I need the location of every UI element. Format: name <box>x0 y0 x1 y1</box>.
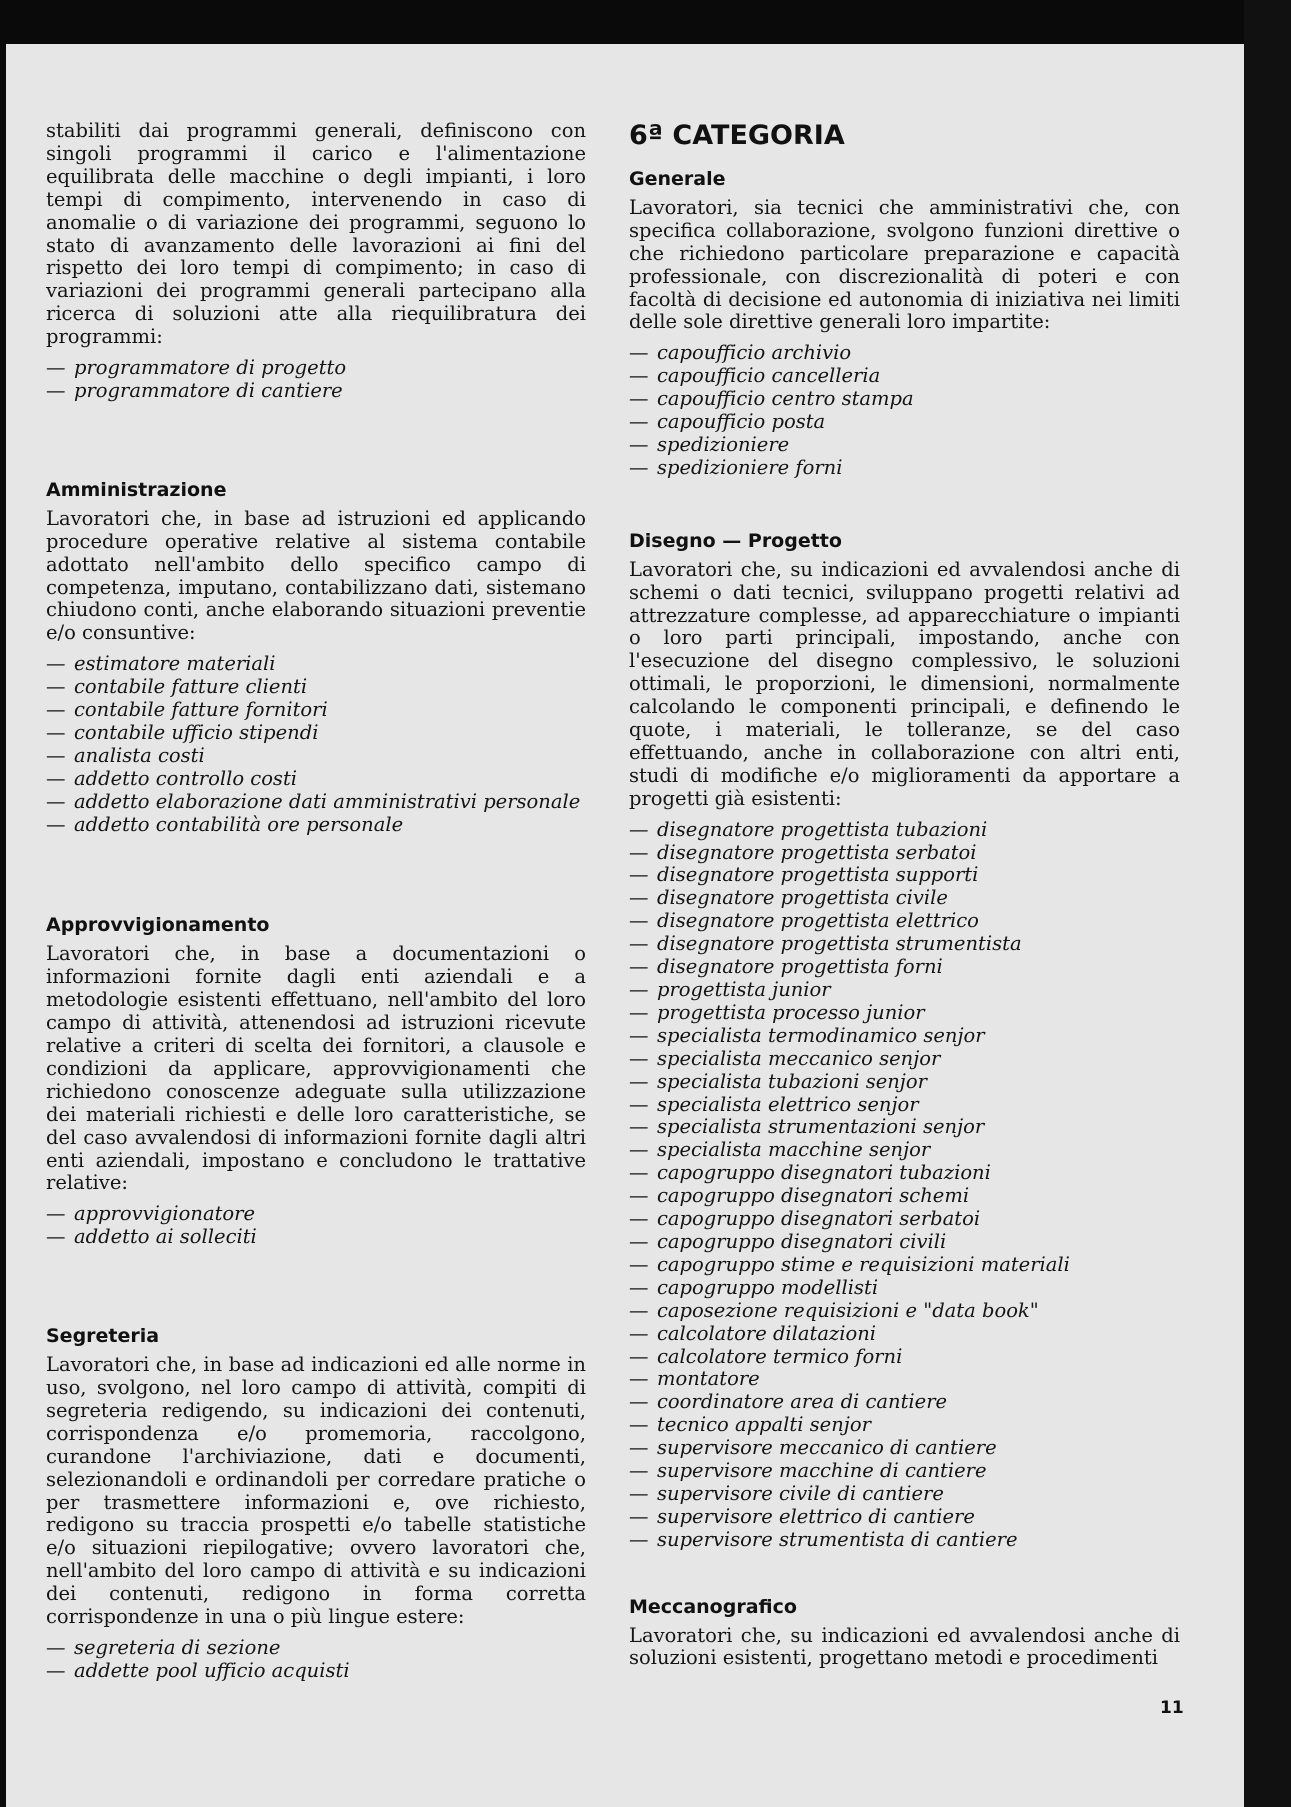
list-item: — analista costi <box>46 745 586 768</box>
right-column <box>629 120 1180 1670</box>
list-item: — contabile fatture clienti <box>46 676 586 699</box>
section-amministrazione <box>46 479 586 837</box>
list-item: — addetto ai solleciti <box>46 1226 586 1249</box>
list-item: — specialista meccanico senjor <box>629 1048 1180 1071</box>
role-list <box>46 1637 586 1683</box>
section-paragraph: Lavoratori che, in base ad istruzioni ed applicando procedure operative relative al sistema contabile adottato nell'ambito dello specifico campo di competenza, imputano, contabilizzano dati, sistemano chiudono conti, anche elaborando situazioni preventie e/o consuntive: <box>46 506 586 645</box>
list-item: — capoufficio archivio <box>629 342 1180 365</box>
list-item: — addetto contabilità ore personale <box>46 814 586 837</box>
list-item: — contabile ufficio stipendi <box>46 722 586 745</box>
left-column <box>46 120 586 1683</box>
section-disegno-progetto <box>629 530 1180 1552</box>
list-item: — specialista tubazioni senjor <box>629 1071 1180 1094</box>
list-item: — specialista macchine senjor <box>629 1139 1180 1162</box>
list-item: — disegnatore progettista strumentista <box>629 933 1180 956</box>
section-paragraph: Lavoratori che, su indicazioni ed avvalendosi anche di schemi o dati tecnici, sviluppano progetti relativi ad attrezzature complesse, ad apparecchiature o impianti o loro parti principali, impostando, anche con l'esecuzione del disegno complessivo, le soluzioni ottimali, le proporzioni, le dimensioni, normalmente calcolando le componenti principali, e definendo le quote, i materiali, le tolleranze, se del caso effettuando, anche in collaborazione con altri enti, studi di modifiche e/o miglioramenti da apportare a progetti già esistenti: <box>629 557 1180 810</box>
list-item: — supervisore macchine di cantiere <box>629 1460 1180 1483</box>
list-item: — supervisore civile di cantiere <box>629 1483 1180 1506</box>
list-item: — capoufficio cancelleria <box>629 365 1180 388</box>
document-page <box>6 44 1244 1807</box>
list-item: — montatore <box>629 1368 1180 1391</box>
list-item: — programmatore di cantiere <box>46 380 586 403</box>
role-list <box>629 342 1180 479</box>
section-heading: Approvvigionamento <box>46 914 270 937</box>
list-item: — contabile fatture fornitori <box>46 699 586 722</box>
section-heading: Generale <box>629 168 726 190</box>
section-heading: Amministrazione <box>46 478 227 501</box>
list-item: — capogruppo disegnatori civili <box>629 1231 1180 1254</box>
list-item: — approvvigionatore <box>46 1203 586 1226</box>
list-item: — progettista processo junior <box>629 1002 1180 1025</box>
category-title: 6ª CATEGORIA <box>629 120 845 151</box>
list-item: — disegnatore progettista civile <box>629 887 1180 910</box>
list-item: — progettista junior <box>629 979 1180 1002</box>
list-item: — calcolatore termico forni <box>629 1346 1180 1369</box>
list-item: — programmatore di progetto <box>46 357 586 380</box>
list-item: — capoufficio centro stampa <box>629 388 1180 411</box>
list-item: — disegnatore progettista supporti <box>629 864 1180 887</box>
list-item: — calcolatore dilatazioni <box>629 1323 1180 1346</box>
role-list <box>629 819 1180 1552</box>
list-item: — coordinatore area di cantiere <box>629 1391 1180 1414</box>
section-heading: Segreteria <box>46 1325 160 1348</box>
list-item: — spedizioniere forni <box>629 457 1180 480</box>
section-paragraph: Lavoratori che, in base ad indicazioni ed alle norme in uso, svolgono, nel loro campo di attività, compiti di segreteria redigendo, su indicazioni dei contenuti, corrispondenza e/o promemoria, raccolgono, curandone l'archiviazione, dati e documenti, selezionandoli e ordinandoli per corredare pratiche o per trasmettere informazioni e, ove richiesto, redigono su traccia prospetti e/o tabelle statistiche e/o situazioni riepilogative; ovvero lavoratori che, nell'ambito del loro campo di attività e su indicazioni dei contenuti, redigono in forma corretta corrispondenze in una o più lingue estere: <box>46 1353 586 1629</box>
list-item: — specialista strumentazioni senjor <box>629 1116 1180 1139</box>
list-item: — specialista termodinamico senjor <box>629 1025 1180 1048</box>
section-paragraph: Lavoratori, sia tecnici che amministrativi che, con specifica collaborazione, svolgono funzioni direttive o che richiedono particolare preparazione e capacità professionale, con discrezionalità di poteri e con facoltà di decisione ed autonomia di iniziativa nei limiti delle sole direttive generali loro impartite: <box>629 195 1180 334</box>
list-item: — capogruppo disegnatori tubazioni <box>629 1162 1180 1185</box>
section-heading: Meccanografico <box>629 1595 797 1618</box>
list-item: — disegnatore progettista forni <box>629 956 1180 979</box>
role-list <box>46 1203 586 1249</box>
section-paragraph: Lavoratori che, su indicazioni ed avvalendosi anche di soluzioni esistenti, progettano metodi e procedimenti <box>629 1623 1180 1670</box>
list-item: — disegnatore progettista tubazioni <box>629 819 1180 842</box>
list-item: — specialista elettrico senjor <box>629 1094 1180 1117</box>
list-item: — capogruppo disegnatori serbatoi <box>629 1208 1180 1231</box>
list-item: — caposezione requisizioni e "data book" <box>629 1300 1180 1323</box>
list-item: — disegnatore progettista elettrico <box>629 910 1180 933</box>
section-meccanografico <box>629 1596 1180 1671</box>
list-item: — addetto elaborazione dati amministrativi personale <box>46 791 586 814</box>
list-item: — spedizioniere <box>629 434 1180 457</box>
list-item: — disegnatore progettista serbatoi <box>629 842 1180 865</box>
list-item: — capogruppo modellisti <box>629 1277 1180 1300</box>
list-item: — supervisore meccanico di cantiere <box>629 1437 1180 1460</box>
intro-role-list <box>46 357 586 403</box>
list-item: — addette pool ufficio acquisti <box>46 1660 586 1683</box>
section-approvvigionamento <box>46 914 586 1249</box>
page-number: 11 <box>1160 1698 1184 1718</box>
list-item: — segreteria di sezione <box>46 1637 586 1660</box>
intro-paragraph: stabiliti dai programmi generali, definiscono con singoli programmi il carico e l'alimentazione equilibrata delle macchine o degli impianti, i loro tempi di compimento, intervenendo in caso di anomalie o di variazione dei programmi, seguono lo stato di avanzamento delle lavorazioni ai fini del rispetto dei loro tempi di compimento; in caso di variazioni dei programmi generali partecipano alla ricerca di soluzioni atte alla riequilibratura dei programmi: <box>46 119 586 349</box>
list-item: — addetto controllo costi <box>46 768 586 791</box>
section-segreteria <box>46 1325 586 1683</box>
list-item: — capogruppo disegnatori schemi <box>629 1185 1180 1208</box>
list-item: — capogruppo stime e requisizioni materiali <box>629 1254 1180 1277</box>
list-item: — estimatore materiali <box>46 653 586 676</box>
list-item: — capoufficio posta <box>629 411 1180 434</box>
section-generale <box>629 168 1180 480</box>
section-paragraph: Lavoratori che, in base a documentazioni o informazioni fornite dagli enti aziendali e a metodologie esistenti effettuano, nell'ambito del loro campo di attività, attenendosi ad istruzioni ricevute relative a criteri di scelta dei fornitori, a clausole e condizioni da applicare, approvvigionamenti che richiedono conoscenze adeguate sulla utilizzazione dei materiali richiesti e delle loro caratteristiche, se del caso avvalendosi di informazioni fornite dagli altri enti aziendali, impostano e concludono le trattative relative: <box>46 942 586 1195</box>
section-heading: Disegno — Progetto <box>629 529 842 552</box>
list-item: — tecnico appalti senjor <box>629 1414 1180 1437</box>
list-item: — supervisore strumentista di cantiere <box>629 1529 1180 1552</box>
scan-edge-shadow <box>1244 0 1291 1807</box>
list-item: — supervisore elettrico di cantiere <box>629 1506 1180 1529</box>
role-list <box>46 653 586 836</box>
